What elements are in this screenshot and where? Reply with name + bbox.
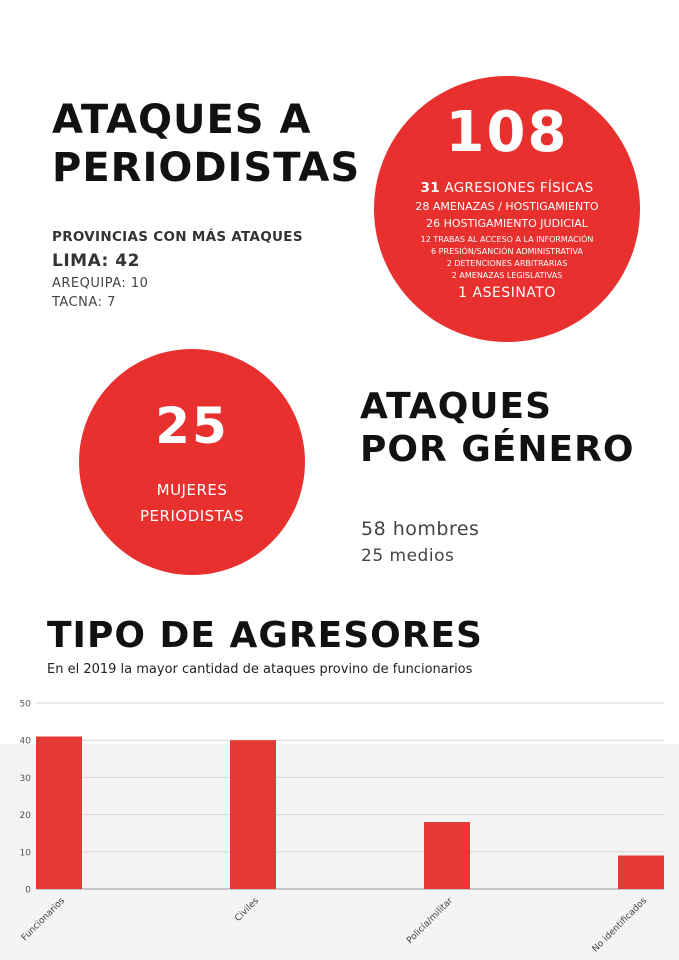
women-journalists-label-1: MUJERES bbox=[156, 481, 228, 499]
main-title-line-1: ATAQUES A bbox=[52, 97, 312, 143]
attack-type-detentions: 2 DETENCIONES ARBITRARIAS bbox=[446, 259, 568, 268]
aggressors-subtitle: En el 2019 la mayor cantidad de ataques provino de funcionarios bbox=[47, 662, 473, 677]
bar bbox=[618, 856, 664, 889]
women-journalists-number: 25 bbox=[155, 397, 229, 455]
gender-title bbox=[360, 385, 634, 471]
x-tick-label: No identificados bbox=[590, 896, 650, 955]
main-title-line-2: PERIODISTAS bbox=[52, 145, 361, 191]
provinces-block bbox=[52, 229, 303, 310]
province-arequipa: AREQUIPA: 10 bbox=[52, 276, 149, 291]
attack-type-judicial: 26 HOSTIGAMIENTO JUDICIAL bbox=[426, 217, 588, 230]
main-title bbox=[52, 96, 360, 192]
total-attacks-number: 108 bbox=[445, 100, 569, 165]
gender-title-line-1: ATAQUES bbox=[360, 386, 553, 427]
y-tick-label: 10 bbox=[19, 848, 31, 859]
y-tick-label: 0 bbox=[25, 885, 31, 896]
bar bbox=[230, 740, 276, 889]
y-tick-label: 50 bbox=[19, 699, 31, 710]
gender-stat-men: 58 hombres bbox=[361, 518, 480, 540]
y-tick-label: 40 bbox=[19, 736, 31, 747]
x-tick-label: Funcionarios bbox=[19, 896, 68, 944]
attack-type-legislative: 2 AMENAZAS LEGISLATIVAS bbox=[451, 271, 563, 280]
attack-type-administrative: 6 PRESIÓN/SANCIÓN ADMINISTRATIVA bbox=[431, 247, 583, 256]
attack-type-threats: 28 AMENAZAS / HOSTIGAMIENTO bbox=[415, 200, 599, 213]
province-lima: LIMA: 42 bbox=[52, 251, 140, 271]
y-tick-label: 20 bbox=[19, 811, 31, 822]
aggressors-chart bbox=[0, 690, 679, 960]
gender-stat-media: 25 medios bbox=[361, 546, 455, 566]
bar bbox=[36, 736, 82, 889]
gender-title-line-2: POR GÉNERO bbox=[360, 429, 635, 471]
x-tick-label: Civiles bbox=[233, 896, 262, 924]
attack-type-physical-count: 31 bbox=[420, 180, 440, 196]
x-tick-label: Policía/militar bbox=[405, 896, 456, 946]
women-journalists-label-2: PERIODISTAS bbox=[140, 507, 244, 525]
y-tick-label: 30 bbox=[19, 773, 31, 784]
attack-type-access: 12 TRABAS AL ACCESO A LA INFORMACIÓN bbox=[420, 235, 594, 244]
aggressors-title: TIPO DE AGRESORES bbox=[47, 615, 483, 656]
attack-type-physical bbox=[374, 180, 640, 196]
attack-type-murder: 1 ASESINATO bbox=[458, 285, 556, 301]
bar bbox=[424, 822, 470, 889]
total-attacks-circle bbox=[374, 76, 640, 342]
provinces-heading: PROVINCIAS CON MÁS ATAQUES bbox=[52, 229, 303, 245]
women-journalists-circle bbox=[79, 349, 305, 575]
aggressors-bar-chart bbox=[0, 690, 679, 960]
province-tacna: TACNA: 7 bbox=[52, 295, 116, 310]
gender-stats bbox=[361, 518, 479, 566]
attack-type-physical-label: AGRESIONES FÍSICAS bbox=[439, 180, 594, 196]
